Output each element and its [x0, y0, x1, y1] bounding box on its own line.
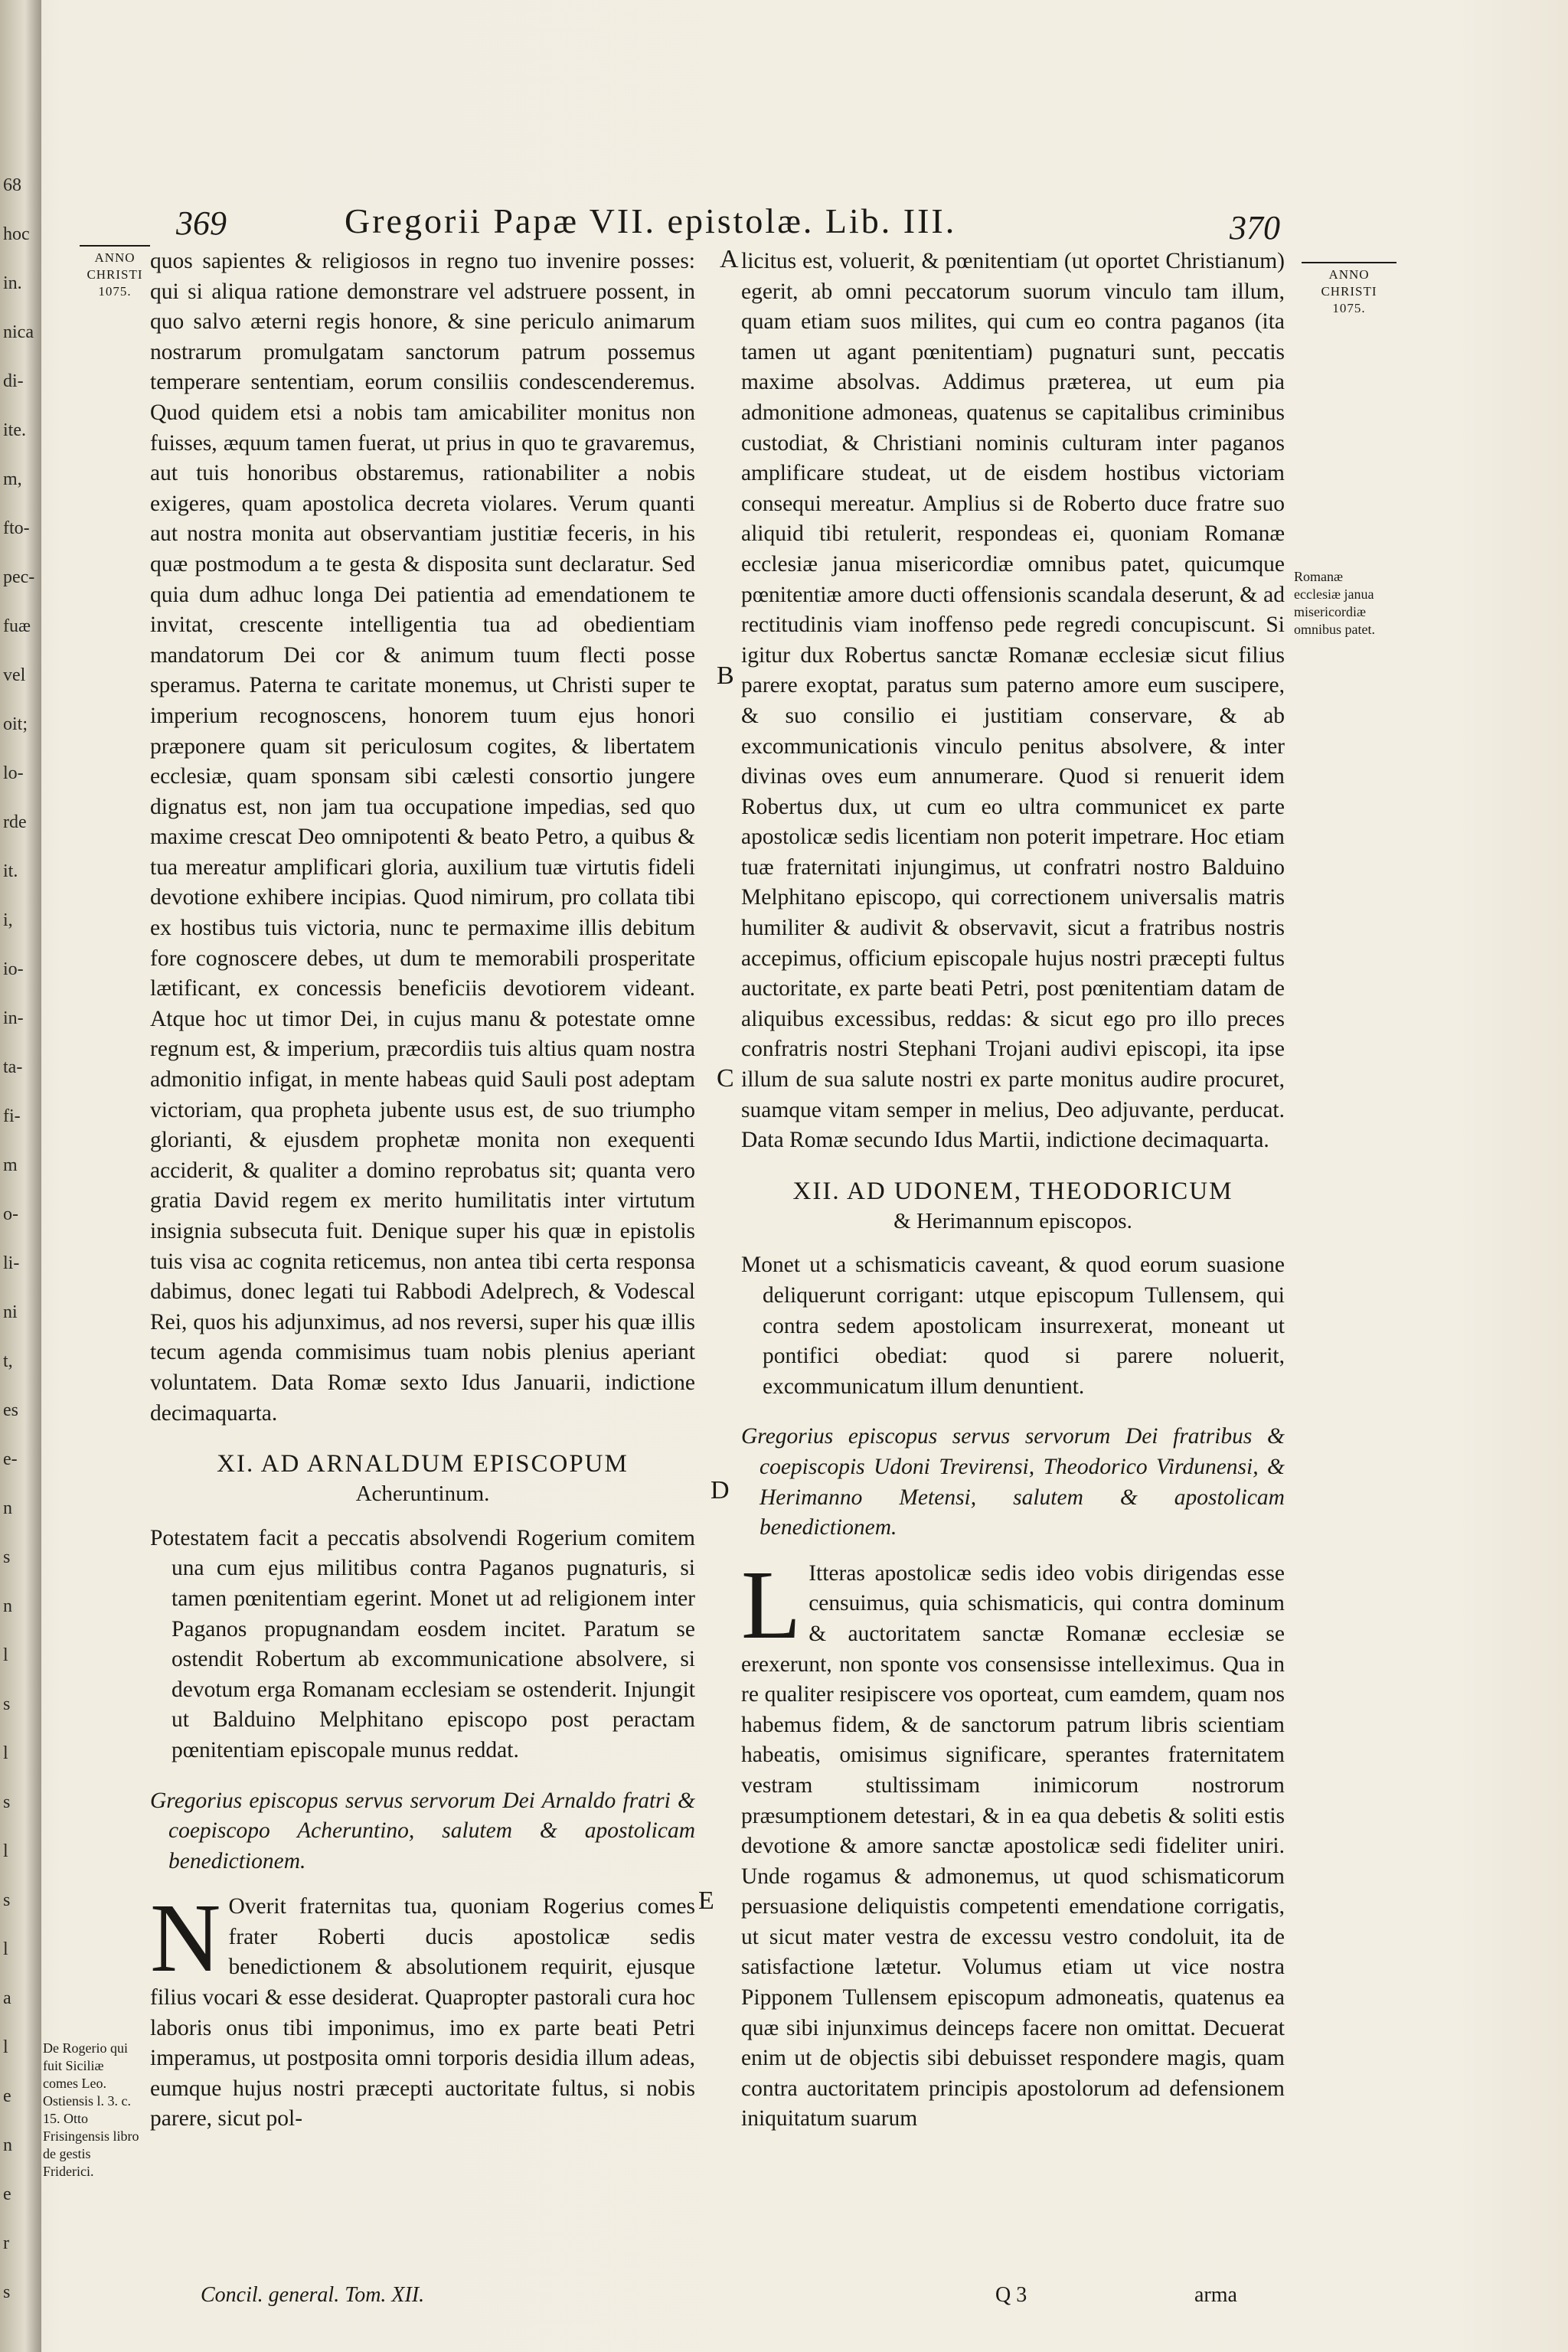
letter-salutation: Gregorius episcopus servus servorum Dei Arnaldo fratri & coepiscopo Acheruntino, salutem & apostolicam benedictionem. — [150, 1788, 695, 1873]
gutter-fragment: s — [3, 1547, 11, 1567]
letter-heading: XI. AD ARNALDUM EPISCOPUM — [217, 1450, 629, 1478]
gutter-fragment: di- — [3, 371, 24, 391]
gutter-fragment: es — [3, 1400, 18, 1420]
gutter-fragment: l — [3, 1939, 8, 1959]
gutter-fragment: fi- — [3, 1106, 21, 1126]
gutter-fragment: io- — [3, 959, 24, 979]
gutter-fragment: l — [3, 1645, 8, 1665]
gutter-fragment: a — [3, 1988, 11, 2008]
letter-salutation: Gregorius episcopus servus servorum Dei fratribus & coepiscopis Udoni Trevirensi, Theodorico Virdunensi, & Herimanno Metensi, salutem & apostolicam benedictionem. — [741, 1424, 1285, 1540]
gutter-fragment: fto- — [3, 518, 30, 538]
anno-year: 1075. — [1332, 301, 1366, 315]
gutter-fragment: rde — [3, 812, 27, 832]
gutter-fragment: m — [3, 1155, 18, 1175]
letter-summary: Monet ut a schismaticis caveant, & quod eorum suasione deliquerunt corrigant: utque episcopum Tullensem, qui contra sedem apostolicam insurrexerat, moneant ut pontifici obediat: quod si parere noluerit, excommunicatum illum denuntient. — [741, 1253, 1285, 1399]
letter-subheading: Acheruntinum. — [355, 1481, 490, 1507]
gutter-fragment: 68 — [3, 175, 21, 195]
gutter-fragment: e — [3, 2184, 11, 2204]
gutter-fragment: s — [3, 2282, 11, 2302]
gutter-fragment: vel — [3, 665, 26, 685]
letter-heading: XII. AD UDONEM, THEODORICUM — [792, 1177, 1233, 1205]
previous-page-fragments — [3, 161, 38, 2321]
gutter-fragment: s — [3, 1792, 11, 1812]
anno-left — [80, 245, 150, 300]
gutter-fragment: e — [3, 2086, 11, 2106]
section-letter-b: B — [717, 662, 734, 690]
gutter-fragment: l — [3, 2037, 8, 2057]
gutter-fragment: l — [3, 1743, 8, 1763]
running-header — [176, 201, 1325, 247]
anno-label: ANNO — [94, 250, 136, 265]
anno-sub: CHRISTI — [1321, 284, 1377, 299]
section-letter-d: D — [710, 1476, 730, 1504]
gutter-fragment: oit; — [3, 714, 28, 734]
left-page-number: 369 — [176, 204, 227, 242]
gutter-fragment: n — [3, 2135, 12, 2155]
drop-cap: L — [741, 1550, 802, 1659]
gutter-fragment: n — [3, 1596, 12, 1616]
letter-body-text: Itteras apostolicæ sedis ideo vobis dirigendas esse censuimus, quia schismaticis, qui contra dominum & auctoritatem sanctæ Romanæ ecclesiæ se erexerunt, non sponte vos consensisse intelleximus. Qua in re qualiter resipiscere vos oporteat, cum eamdem, quam nos habemus fidem, & de sanctorum patrum libris scientiam habeatis, omisimus significare, sperantes fraternitatem vestram stultissimam inimicorum nostrorum præsumptionem detestari, & in ea qua debetis & soliti estis devotione & amore sanctæ apostolicæ sedi fideliter uniri. Unde rogamus & admonemus, ut quod schismaticorum persuasione deliquistis competenti emendatione corrigatis, ut sicut mater vestra de excessu vestro condoluit, ita de satisfactione lætetur. Volumus etiam ut vice nostra Pipponem Tullensem episcopum admoneatis, quatenus ea quæ sibi injunximus deinceps facere non omittat. Decuerat enim ut de objectis sibi debuisset respondere magis, quam contra auctoritatem principis apostolorum ad defensionem iniquitatum suarum — [741, 1560, 1285, 2132]
letter-body-text: Overit fraternitas tua, quoniam Rogerius comes frater Roberti ducis apostolicæ sedis benedictionem & absolutionem requirit, ejusque filius vocari & esse desiderat. Quapropter pastorali cura hoc laboris onus tibi imponimus, imo ex parte beati Petri imperamus, ut postposita omni torporis desidia illum adeas, eumque hujus nostri præcepti auctoritate fultus, si nobis parere, sicut pol- — [150, 1894, 695, 2132]
section-letter-e: E — [698, 1886, 714, 1915]
gutter-fragment: n — [3, 1498, 12, 1518]
drop-cap: N — [150, 1883, 221, 1993]
gutter-fragment: s — [3, 1694, 11, 1714]
gutter-fragment: r — [3, 2233, 9, 2253]
letter-subheading: & Herimannum episcopos. — [893, 1208, 1132, 1233]
gutter-fragment: o- — [3, 1204, 18, 1224]
right-margin-note: Romanæ ecclesiæ janua misericordiæ omnibus patet. — [1294, 569, 1375, 637]
anno-right — [1302, 262, 1396, 317]
anno-label: ANNO — [1328, 267, 1370, 282]
gutter-fragment: ite. — [3, 420, 26, 440]
gutter-fragment: hoc — [3, 224, 30, 244]
volume-footer: Concil. general. Tom. XII. — [201, 2283, 425, 2307]
anno-year: 1075. — [98, 284, 132, 299]
section-letter-c: C — [717, 1064, 734, 1093]
left-margin-note: De Rogerio qui fuit Siciliæ comes Leo. Ostiensis l. 3. c. 15. Otto Frisingensis libro de gestis Friderici. — [43, 2040, 139, 2179]
gutter-fragment: lo- — [3, 763, 24, 783]
gutter-fragment: it. — [3, 861, 18, 881]
gutter-fragment: li- — [3, 1253, 20, 1273]
anno-sub: CHRISTI — [87, 267, 143, 282]
gutter-fragment: s — [3, 1890, 11, 1910]
continuation-text: licitus est, voluerit, & pœnitentiam (ut oportet Christianum) egerit, ab omni peccatorum suorum vinculo tam illum, quam etiam suos milites, qui cum eo contra paganos (ita tamen ut agant pœnitentiam) pugnaturi sunt, peccatis maxime absolvas. Addimus præterea, ut eum pia admonitione admoneas, quatenus se capitalibus criminibus custodiat, & Christiani nominis culturam inter paganos amplificare studeat, ut de eisdem hostibus victoriam consequi mereatur. Amplius si de Roberto duce fratre suo aliquid tibi retulerit, respondeas ei, quoniam Romanæ ecclesiæ janua misericordiæ omnibus patet, quicumque pœnitentiæ amore ducti offensionis scandala deserunt, & ad rectitudinis viam inoffenso pede regredi concupiscunt. Si igitur dux Robertus sanctæ Romanæ ecclesiæ sicut filius parere exoptat, paratus sum paterno amore eum suscipere, & suo consilio ei justitiam conservare, & ab excommunicationis vinculo penitus absolvere, & inter divinas oves eum annumerare. Quod si renuerit idem Robertus dux, ut cum eo ultra communicet ex parte apostolicæ sedis licentiam non poterit impetrare. Hoc etiam tuæ fraternitati injungimus, ut confratri nostro Balduino Melphitano episcopo, qui correctionem universalis matris humiliter & audivit & observavit, sicut a fratribus nostris accepimus, officium episcopale hujus nostri præcepti fultus auctoritate, ex parte beati Petri, post pœnitentiam datam de aliquibus excessibus, reddas: & sicut ego pro illo preces confratris nostri Stephani Trojani audivi episcopi, ita ipse illum de sua salute nostri ex parte monitus audire procuret, suamque vitam semper in melius, Deo adjuvante, perducat. Data Romæ secundo Idus Martii, indictione decimaquarta. — [741, 249, 1285, 1153]
gutter-fragment: e- — [3, 1449, 18, 1469]
signature-mark: Q 3 — [995, 2283, 1027, 2307]
letter-body — [150, 1883, 695, 2135]
letter-body — [741, 1550, 1285, 2135]
section-letter-a: A — [720, 245, 739, 273]
gutter-fragment: in. — [3, 273, 22, 293]
right-column — [741, 247, 1285, 2135]
continuation-text: quos sapientes & religiosos in regno tuo invenire posses: qui si aliqua ratione demonstrare vel adstruere possent, in quo salvo æterni regis honore, & sine periculo animarum nostrarum promulgatam sanctorum patrum possemus temperare sententiam, eorum consiliis condescenderemus. Quod quidem etsi a nobis tam amicabiliter monitus non fuisses, æquum tamen fuerat, ut prius in quo te gravaremus, aut tuis honoribus obstaremus, rationabiliter a nobis exigeres, quam apostolica decreta violares. Verum quanti aut nostra monita aut observantiam justitiæ feceris, in his quæ postmodum a te gesta & disposita sunt declaratur. Sed quia dum adhuc longa Dei patientia ad emendationem te invitat, crescente intelligentia tua ad obedientiam mandatorum Dei cor & animum tuum flecti posse speramus. Paterna te caritate monemus, ut Christi super te imperium recognoscens, honorem tuum ejus honori præponere quam sit periculosum cogites, & libertatem ecclesiæ, quam sponsam sibi cælesti consortio jungere dignatus est, non jam tua occupatione impedias, sed quo maxime crescat Deo omnipotenti & beato Petro, a quibus & tua mereatur amplificari gloria, auxilium tuæ virtutis fideli devotione exhibere incipias. Quod nimirum, pro collata tibi ex hostibus tuis victoria, nunc te permaxime illis debitum fore cognoscere debes, ut dum te memorabili prosperitate lætificant, ex concessis beneficiis devotiorem videant. Atque hoc ut timor Dei, in cujus manu & potestate omne regnum est, & imperium, præcordiis tuis altius quam nostra admonitio infigat, in mente habeas quid Sauli post adeptam victoriam, qua propheta jubente usus est, de suo triumpho glorianti, & ejusdem prophetæ monita non exequenti acciderit, & qualiter a domino reprobatus sit; quanta vero gratia David regem ex merito humilitatis inter virtutum insignia subsecuta fuit. Denique super his quæ in epistolis tuis visa ac cognita reticemus, non antea tibi certa responsa dabimus, donec legati tui Rabbodi Adelprech, & Vodescal Rei, quos his adjunximus, ad nos reversi, super his quæ illis tecum agenda commisimus tuam nobis plenius aperiant voluntatem. Data Romæ sexto Idus Januarii, indictione decimaquarta. — [150, 249, 695, 1426]
running-title: Gregorii Papæ VII. epistolæ. Lib. III. — [345, 201, 957, 240]
gutter-fragment: ta- — [3, 1057, 23, 1077]
gutter-fragment: in- — [3, 1008, 24, 1028]
letter-summary: Potestatem facit a peccatis absolvendi Rogerium comitem una cum ejus militibus contra Paganos pugnaturis, si tamen pœnitentiam egerint. Monet ut ad religionem inter Paganos propugnandam eosdem incitet. Paratum se ostendit Robertum ab excommunicatione absolvere, si devotum erga Romanam ecclesiam se ostenderit. Injungit ut Balduino Melphitano episcopo post peractam pœnitentiam episcopale munus reddat. — [150, 1525, 695, 1762]
gutter-fragment: fuæ — [3, 616, 31, 636]
gutter-fragment: m, — [3, 469, 22, 489]
gutter-fragment: t, — [3, 1351, 13, 1371]
catchword: arma — [1194, 2283, 1237, 2307]
gutter-fragment: ni — [3, 1302, 18, 1322]
gutter-fragment: l — [3, 1841, 8, 1861]
right-page-number: 370 — [1230, 209, 1280, 247]
gutter-fragment: i, — [3, 910, 13, 930]
gutter-fragment: nica — [3, 322, 34, 342]
gutter-fragment: pec- — [3, 567, 35, 587]
left-column — [150, 247, 695, 2135]
